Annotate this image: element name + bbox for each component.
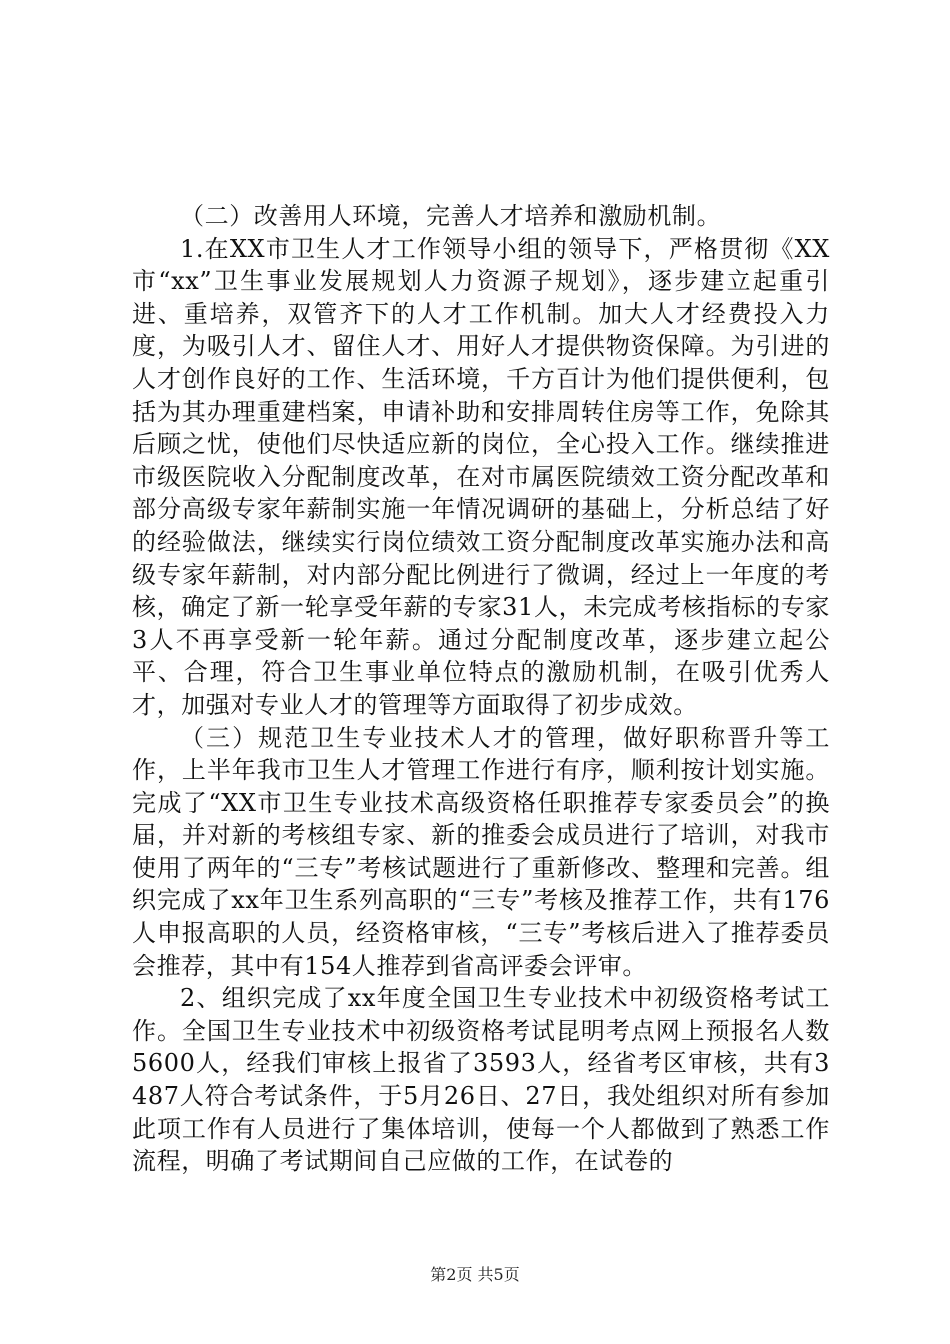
paragraph-qualification-exam: 2、组织完成了xx年度全国卫生专业技术中初级资格考试工作。全国卫生专业技术中初级资格考试昆明考点网上预报名人数5600人，经我们审核上报省了3593人，经省考区审核，共有3487人符合考试条件，于5月26日、27日，我处组织对所有参加此项工作有人员进行了集体培训，使每一个人都做到了熟悉工作流程，明确了考试期间自己应做的工作，在试卷的 <box>132 984 830 1176</box>
paragraph-talent-mechanism: 1.在XX市卫生人才工作领导小组的领导下，严格贯彻《XX市“xx”卫生事业发展规划人力资源子规划》，逐步建立起重引进、重培养，双管齐下的人才工作机制。加大人才经费投入力度，为吸引人才、留住人才、用好人才提供物资保障。为引进的人才创作良好的工作、生活环境，千方百计为他们提供便利，包括为其办理重建档案，申请补助和安排周转住房等工作，免除其后顾之忧，使他们尽快适应新的岗位，全心投入工作。继续推进市级医院收入分配制度改革，在对市属医院绩效工资分配改革和部分高级专家年薪制实施一年情况调研的基础上，分析总结了好的经验做法，继续实行岗位绩效工资分配制度改革实施办法和高级专家年薪制，对内部分配比例进行了微调，经过上一年度的考核，确定了新一轮享受年薪的专家31人，未完成考核指标的专家3人不再享受新一轮年薪。通过分配制度改革，逐步建立起公平、合理，符合卫生事业单位特点的激励机制，在吸引优秀人才，加强对专业人才的管理等方面取得了初步成效。 <box>132 234 830 719</box>
document-body <box>132 200 830 1178</box>
paragraph-section-two-heading: （二）改善用人环境，完善人才培养和激励机制。 <box>180 202 722 230</box>
paragraph-section-three: （三）规范卫生专业技术人才的管理，做好职称晋升等工作，上半年我市卫生人才管理工作进行有序，顺利按计划实施。完成了“XX市卫生专业技术高级资格任职推荐专家委员会”的换届，并对新的考核组专家、新的推委会成员进行了培训，对我市使用了两年的“三专”考核试题进行了重新修改、整理和完善。组织完成了xx年卫生系列高职的“三专”考核及推荐工作，共有176人申报高职的人员，经资格审核，“三专”考核后进入了推荐委员会推荐，其中有154人推荐到省高评委会评审。 <box>132 723 830 980</box>
page-number-footer: 第2页 共5页 <box>430 1265 520 1284</box>
